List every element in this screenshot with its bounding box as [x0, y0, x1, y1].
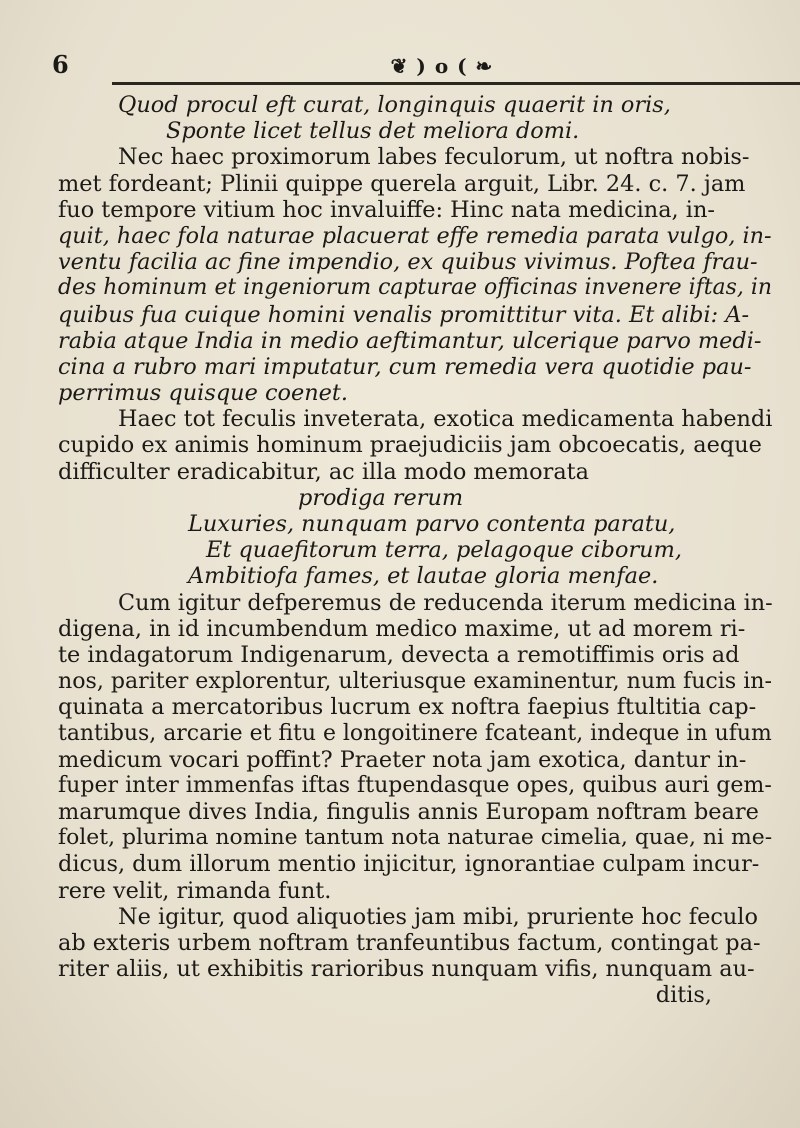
verse-line: Et quaefitorum terra, pelagoque ciborum, [206, 537, 682, 564]
verse-line: Ambitiofa fames, et lautae gloria menfae. [188, 563, 659, 590]
text-line: quibus fua cuique homini venalis promittitur vita. Et alibi: A- [58, 301, 750, 328]
text-line: Cum igitur defperemus de reducenda iterum medicina in- [118, 589, 773, 616]
text-line: met fordeant; Plinii quippe querela arguit, Libr. 24. c. 7. jam [58, 170, 746, 197]
text-line: te indagatorum Indigenarum, devecta a remotiffimis oris ad [58, 641, 740, 668]
page-number: 6 [52, 50, 69, 79]
text-line: Haec tot feculis inveterata, exotica medicamenta habendi [118, 406, 773, 433]
text-line: cupido ex animis hominum praejudiciis jam obcoecatis, aeque [58, 432, 762, 459]
text-line: quit, haec fola naturae placuerat effe remedia parata vulgo, in- [58, 222, 772, 249]
text-line: folet, plurima nomine tantum nota naturae cimelia, quae, ni me- [58, 825, 773, 851]
header-rule [112, 82, 800, 85]
text-line: des hominum et ingeniorum capturae officinas invenere iftas, in [58, 275, 772, 301]
text-line: rere velit, rimanda funt. [58, 877, 332, 904]
text-line: difficulter eradicabitur, ac illa modo memorata [58, 458, 590, 485]
text-line: fuper inter immenfas iftas ftupendasque opes, quibus auri gem- [58, 772, 772, 798]
text-line: medicum vocari poffint? Praeter nota jam exotica, dantur in- [58, 746, 747, 773]
page-header [52, 50, 772, 80]
text-line: tantibus, arcarie et fitu e longoitinere fcateant, indeque in ufum [58, 720, 772, 746]
text-line: rabia atque India in medio aeftimantur, ulcerique parvo medi- [58, 327, 762, 354]
text-line: dicus, dum illorum mentio injicitur, ignorantiae culpam incur- [58, 851, 760, 878]
verse-line: Luxuries, nunquam parvo contenta paratu, [188, 511, 676, 537]
verse-line: Quod procul eft curat, longinquis quaerit in oris, [118, 92, 671, 118]
header-ornament: ❦ ) o ( ❧ [390, 54, 494, 78]
text-line: perrimus quisque coenet. [58, 380, 348, 407]
text-line: digena, in id incumbendum medico maxime, ut ad morem ri- [58, 615, 746, 642]
verse-line: prodiga rerum [298, 484, 464, 511]
text-line: Ne igitur, quod aliquoties jam mibi, pruriente hoc feculo [118, 903, 758, 930]
text-line: nos, pariter explorentur, ulteriusque examinentur, num fucis in- [58, 668, 772, 695]
text-line: quinata a mercatoribus lucrum ex noftra faepius ftultitia cap- [58, 694, 757, 721]
catchword: ditis, [655, 982, 712, 1009]
text-line: riter aliis, ut exhibitis rarioribus nunquam vifis, nunquam au- [58, 956, 755, 983]
text-line: ventu facilia ac fine impendio, ex quibus vivimus. Poftea frau- [58, 249, 758, 276]
body-text [58, 92, 772, 1009]
text-line: ab exteris urbem noftram tranfeuntibus factum, contingat pa- [58, 930, 761, 956]
text-line: Nec haec proximorum labes feculorum, ut noftra nobis- [118, 144, 750, 171]
text-line: cina a rubro mari imputatur, cum remedia vera quotidie pau- [58, 353, 752, 380]
text-line: fuo tempore vitium hoc invaluiffe: Hinc nata medicina, in- [58, 196, 715, 223]
text-line: marumque dives India, fingulis annis Europam noftram beare [58, 799, 759, 826]
verse-line: Sponte licet tellus det meliora domi. [166, 118, 580, 145]
